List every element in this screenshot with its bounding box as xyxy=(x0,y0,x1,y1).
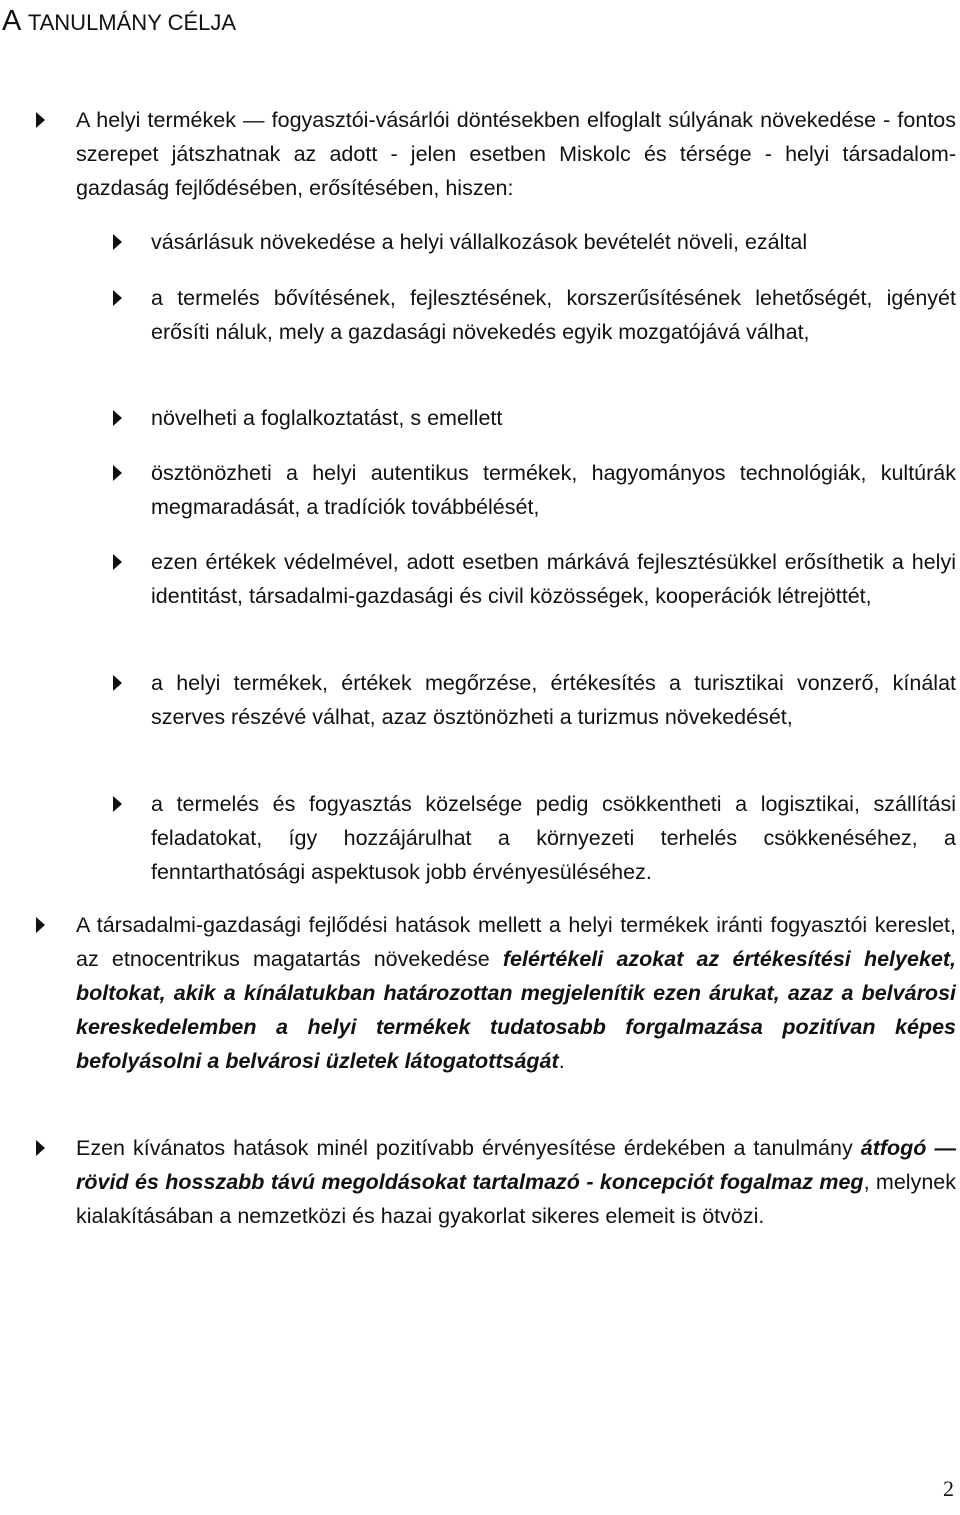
list-item-text-end: . xyxy=(558,1049,565,1073)
list-item xyxy=(151,787,956,889)
list-item-text-start: A társadalmi-gazdasági fejlődési hatások mellett a helyi termékek iránti fogyasztói kereslet, az etnocentrikus magatartás növekedése xyxy=(76,913,956,971)
list-item xyxy=(151,281,956,349)
list-item-text: a helyi termékek, értékek megőrzése, értékesítés a turisztikai vonzerő, kínálat szerves részévé válhat, azaz ösztönözheti a turizmus növekedését, xyxy=(151,671,956,729)
list-item-text: ösztönözheti a helyi autentikus termékek, hagyományos technológiák, kultúrák megmaradását, a tradíciók továbbélését, xyxy=(151,461,956,519)
list-item-text-start: Ezen kívánatos hatások minél pozitívabb érvényesítése érdekében a tanulmány xyxy=(76,1136,861,1160)
triangle-bullet-icon xyxy=(113,290,122,306)
list-item-text: a termelés és fogyasztás közelsége pedig csökkentheti a logisztikai, szállítási feladatokat, így hozzájárulhat a környezeti terhelés csökkenéséhez, a fenntarthatósági aspektusok jobb érvényesüléséhez. xyxy=(151,792,956,884)
list-item xyxy=(76,1131,956,1233)
list-item xyxy=(76,103,956,205)
list-item xyxy=(151,666,956,734)
list-item xyxy=(151,225,956,259)
list-item-text: növelheti a foglalkoztatást, s emellett xyxy=(151,406,503,430)
triangle-bullet-icon xyxy=(36,917,45,933)
list-item xyxy=(151,456,956,524)
list-item-text xyxy=(76,1131,956,1233)
triangle-bullet-icon xyxy=(113,554,122,570)
page-number: 2 xyxy=(943,1476,954,1501)
triangle-bullet-icon xyxy=(36,112,45,128)
list-item-text: ezen értékek védelmével, adott esetben márkává fejlesztésükkel erősíthetik a helyi identitást, társadalmi-gazdasági és civil közösségek, kooperációk létrejöttét, xyxy=(151,550,956,608)
title-initial: A xyxy=(2,5,20,37)
list-item-text-end: , melynek kialakításában a nemzetközi és hazai gyakorlat sikeres elemeit is ötvözi. xyxy=(76,1170,956,1228)
triangle-bullet-icon xyxy=(113,410,122,426)
list-item-text: a termelés bővítésének, fejlesztésének, korszerűsítésének lehetőségét, igényét erősíti náluk, mely a gazdasági növekedés egyik mozgatójává válhat, xyxy=(151,286,956,344)
list-item xyxy=(151,545,956,613)
triangle-bullet-icon xyxy=(36,1140,45,1156)
triangle-bullet-icon xyxy=(113,675,122,691)
triangle-bullet-icon xyxy=(113,465,122,481)
emphasized-text: átfogó — rövid és hosszabb távú megoldásokat tartalmazó - koncepciót fogalmaz meg xyxy=(76,1136,956,1194)
list-item-text xyxy=(76,908,956,1078)
list-item xyxy=(76,908,956,1078)
title-rest: TANULMÁNY CÉLJA xyxy=(27,10,237,35)
emphasized-text: felértékeli azokat az értékesítési helyeket, boltokat, akik a kínálatukban határozottan megjelenítik ezen árukat, azaz a belvárosi kereskedelemben a helyi termékek tudatosabb forgalmazása pozitívan képes befolyásolni a belvárosi üzletek látogatottságát xyxy=(76,947,956,1073)
list-item-text: vásárlásuk növekedése a helyi vállalkozások bevételét növeli, ezáltal xyxy=(151,230,808,254)
section-title xyxy=(2,4,236,40)
triangle-bullet-icon xyxy=(113,796,122,812)
list-item xyxy=(151,401,956,435)
triangle-bullet-icon xyxy=(113,234,122,250)
list-item-text: A helyi termékek — fogyasztói-vásárlói döntésekben elfoglalt súlyának növekedése - fontos szerepet játszhatnak az adott - jelen esetben Miskolc és térsége - helyi társadalom-gazdaság fejlődésében, erősítésében, hiszen: xyxy=(76,108,956,200)
